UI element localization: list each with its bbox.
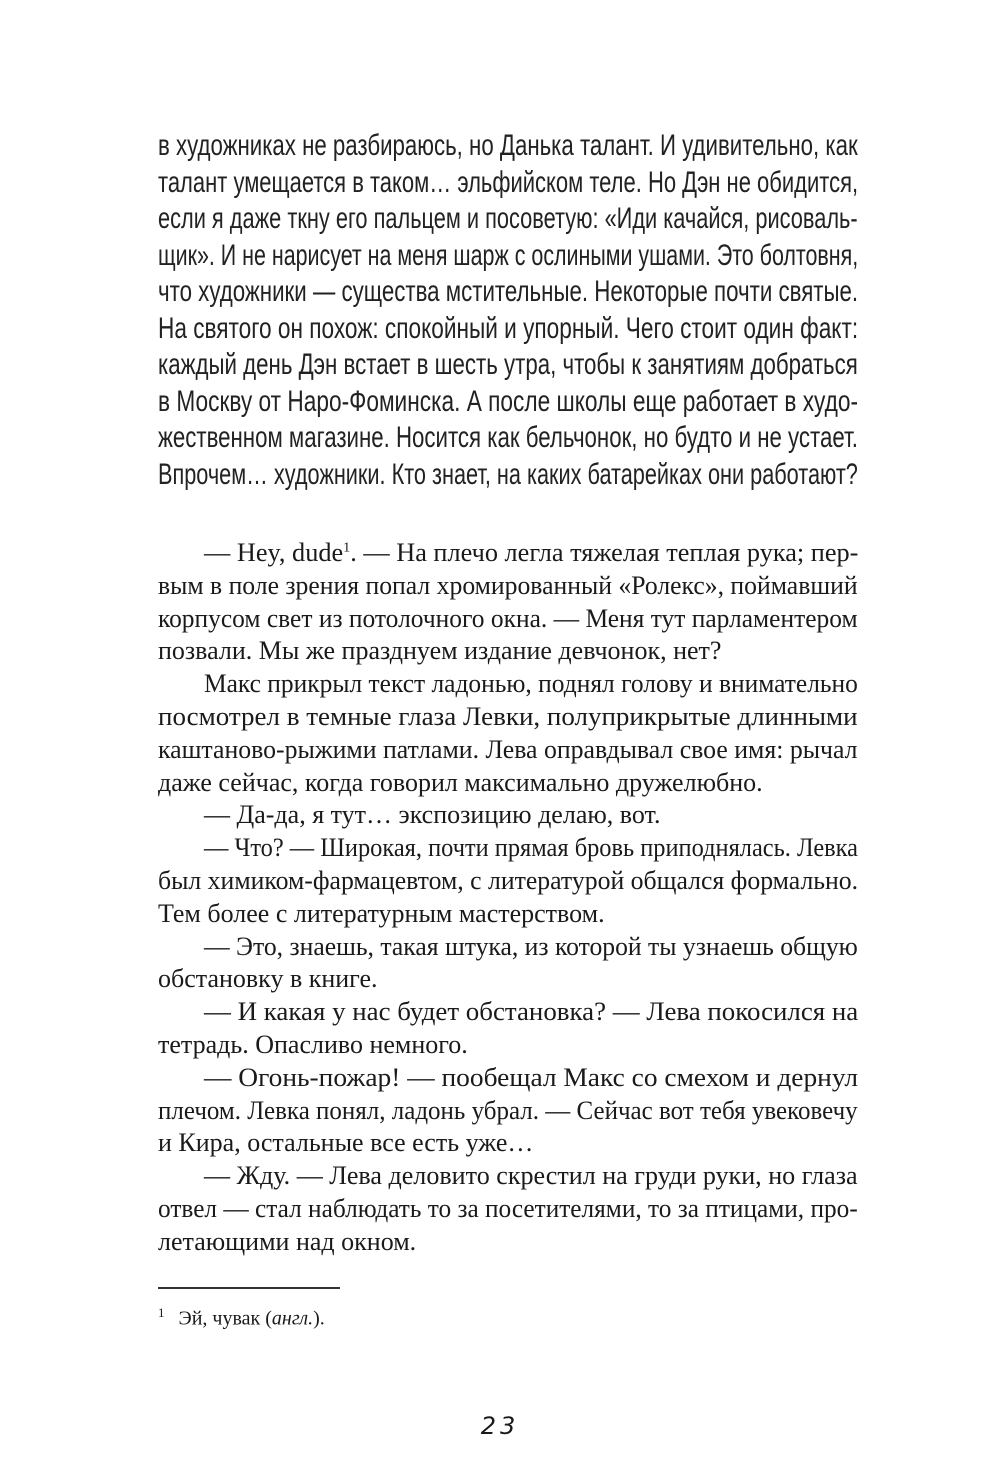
passage-line: каждый день Дэн встает в шесть утра, чтобы к занятиям добраться <box>158 348 858 381</box>
page-number: 23 <box>480 1412 520 1440</box>
passage-line: талант умещается в таком… эльфийском теле. Но Дэн не обидится, <box>158 165 859 199</box>
footnote <box>158 1305 325 1331</box>
dialogue-line: Макс прикрыл текст ладонью, поднял голову и внимательно <box>203 669 858 699</box>
dialogue-line: — Что? — Широкая, почти прямая бровь приподнялась. Левка <box>203 833 858 863</box>
dialogue-line: был химиком-фармацевтом, с литературой общался формально. <box>158 865 859 895</box>
handwritten-style-passage <box>158 128 858 493</box>
passage-line: щик». И не нарисует на меня шарж с ослиными ушами. Это болтовня, <box>158 238 859 272</box>
passage-line: Впрочем… художники. Кто знает, на каких батарейках они работают? <box>158 457 858 491</box>
dialogue-first-text: — Hey, dude <box>203 538 344 567</box>
footnote-divider <box>158 1287 340 1289</box>
footnote-reference[interactable]: 1 <box>343 540 351 556</box>
footnote-text-after: ). <box>313 1307 325 1330</box>
passage-line: если я даже ткну его пальцем и посоветую: «Иди качайся, рисоваль- <box>158 202 858 235</box>
dialogue-line: Тем более с литературным мастерством. <box>158 898 605 928</box>
dialogue-line: — Да-да, я тут… экспозицию делаю, вот. <box>204 800 661 830</box>
passage-line: что художники — существа мстительные. Некоторые почти святые. <box>158 275 859 308</box>
dialogue-line: — Это, знаешь, такая штука, из которой ты узнаешь общую <box>203 931 858 961</box>
dialogue-line: — Жду. — Лева деловито скрестил на груди руки, но глаза <box>204 1161 858 1191</box>
dialogue-line: — И какая у нас будет обстановка? — Лева покосился на <box>203 997 859 1027</box>
passage-line: в художниках не разбираюсь, но Данька талант. И удивительно, как <box>158 129 858 162</box>
dialogue-line: — Огонь-пожар! — пообещал Макс со смехом и дернул <box>203 1062 859 1092</box>
dialogue-line: обстановку в книге. <box>158 964 378 994</box>
footnote-text-before: Эй, чувак ( <box>178 1307 272 1330</box>
passage-line: На святого он похож: спокойный и упорный. Чего стоит один факт: <box>158 311 859 345</box>
dialogue-line: каштаново-рыжими патлами. Лева оправдывал свое имя: рычал <box>158 734 858 764</box>
dialogue-line <box>158 537 866 570</box>
dialogue-first-text-rest: . — На плечо легла тяжелая теплая рука; пер- <box>350 538 859 567</box>
passage-line: в Москву от Наро-Фоминска. А после школы еще работает в худо- <box>158 384 859 418</box>
dialogue-line: и Кира, остальные все есть уже… <box>158 1128 534 1158</box>
dialogue-line: летающими над окном. <box>158 1226 417 1256</box>
footnote-text-italic: англ. <box>271 1307 314 1330</box>
dialogue-line: корпусом свет из потолочного окна. — Меня тут парламентером <box>158 603 858 633</box>
dialogue-line: вым в поле зрения попал хромированный «Ролекс», поймавший <box>158 570 858 600</box>
dialogue-line: отвел — стал наблюдать то за посетителями, то за птицами, про- <box>158 1193 858 1223</box>
dialogue-passage <box>158 537 858 1259</box>
dialogue-line: плечом. Левка понял, ладонь убрал. — Сейчас вот тебя увековечу <box>158 1095 858 1125</box>
dialogue-line: тетрадь. Опасливо немного. <box>158 1029 468 1059</box>
dialogue-line: даже сейчас, когда говорил максимально дружелюбно. <box>158 767 763 797</box>
passage-line: жественном магазине. Носится как бельчонок, но будто и не устает. <box>158 421 858 454</box>
dialogue-line: посмотрел в темные глаза Левки, полуприкрытые длинными <box>158 701 858 731</box>
dialogue-line: позвали. Мы же празднуем издание девчонок, нет? <box>158 636 722 666</box>
footnote-number: 1 <box>158 1305 165 1320</box>
